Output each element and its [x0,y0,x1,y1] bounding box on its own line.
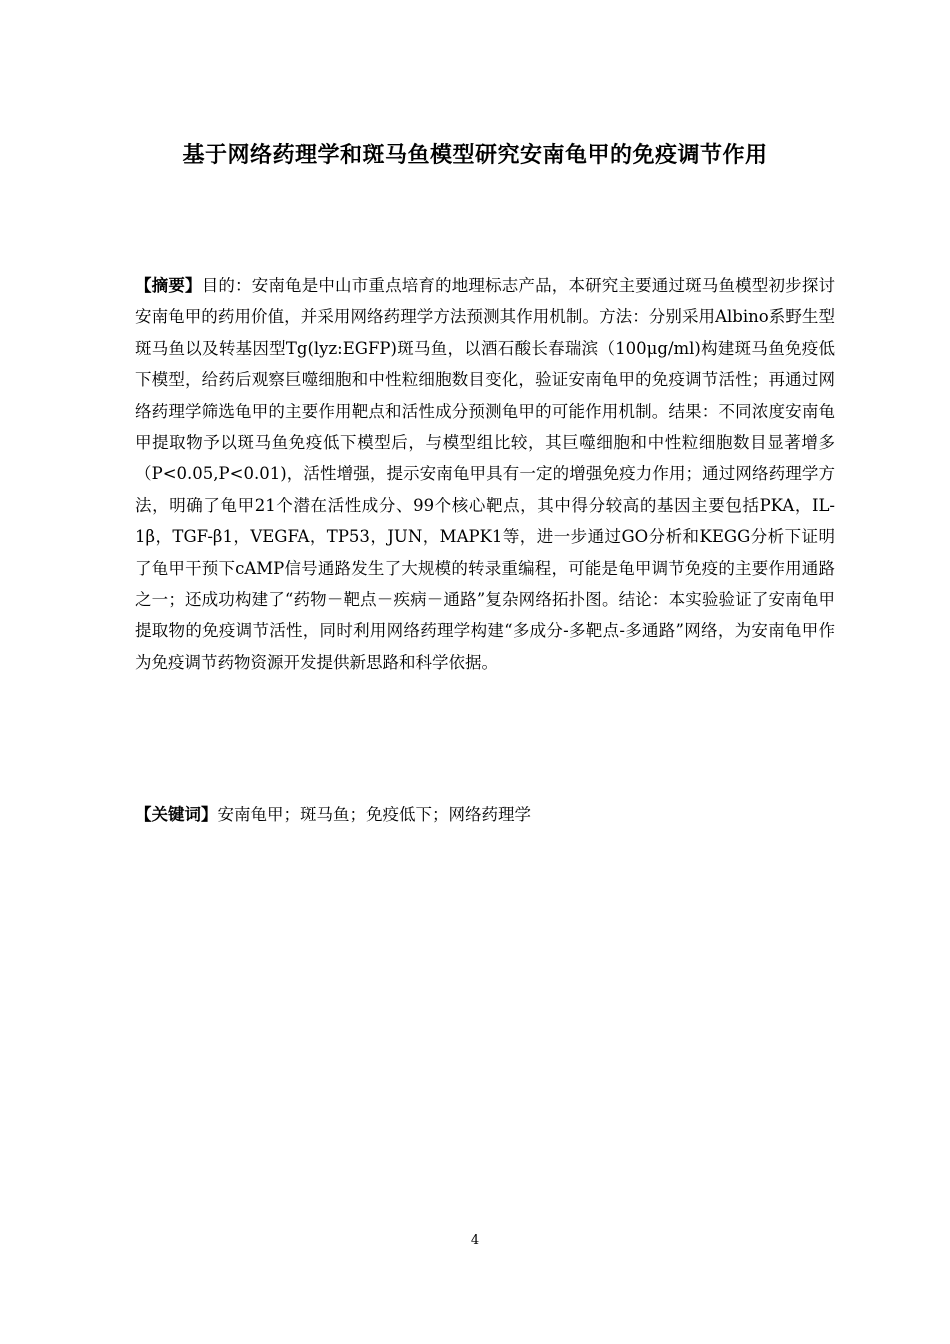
abstract-text: 目的：安南龟是中山市重点培育的地理标志产品，本研究主要通过斑马鱼模型初步探讨安南龟甲的药用价值，并采用网络药理学方法预测其作用机制。方法：分别采用Albino系野生型斑马鱼以及转基因型Tg(lyz:EGFP)斑马鱼，以酒石酸长春瑞滨（100μg/ml)构建斑马鱼免疫低下模型，给药后观察巨噬细胞和中性粒细胞数目变化，验证安南龟甲的免疫调节活性；再通过网络药理学筛选龟甲的主要作用靶点和活性成分预测龟甲的可能作用机制。结果：不同浓度安南龟甲提取物予以斑马鱼免疫低下模型后，与模型组比较，其巨噬细胞和中性粒细胞数目显著增多（P<0.05,P<0.01)，活性增强，提示安南龟甲具有一定的增强免疫力作用；通过网络药理学方法，明确了龟甲21个潜在活性成分、99个核心靶点，其中得分较高的基因主要包括PKA，IL-1β，TGF-β1，VEGFA，TP53，JUN，MAPK1等，进一步通过GO分析和KEGG分析下证明了龟甲干预下cAMP信号通路发生了大规模的转录重编程，可能是龟甲调节免疫的主要作用通路之一；还成功构建了“药物－靶点－疾病－通路”复杂网络拓扑图。结论：本实验验证了安南龟甲提取物的免疫调节活性，同时利用网络药理学构建“多成分-多靶点-多通路”网络，为安南龟甲作为免疫调节药物资源开发提供新思路和科学依据。 [135,276,836,672]
abstract-paragraph [135,270,835,678]
keywords-section [135,799,835,830]
abstract-label: 【摘要】 [135,276,202,295]
keywords-text: 安南龟甲；斑马鱼；免疫低下；网络药理学 [217,805,531,824]
document-title: 基于网络药理学和斑马鱼模型研究安南龟甲的免疫调节作用 [182,143,768,168]
keywords-label: 【关键词】 [135,805,218,824]
page-number: 4 [470,1233,480,1248]
abstract-section [135,270,835,678]
